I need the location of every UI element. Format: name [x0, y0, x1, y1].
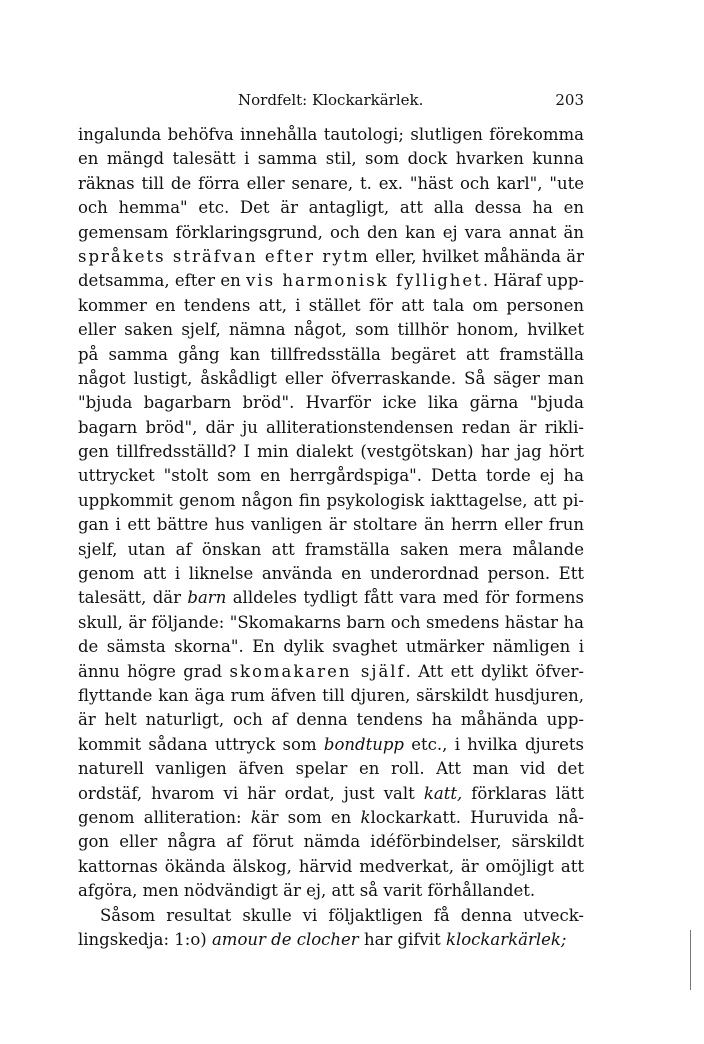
text-segment: talesätt, där [78, 588, 188, 608]
margin-rule [690, 930, 691, 990]
text-line [78, 123, 584, 147]
text-line [78, 879, 584, 903]
italic-text: bondtupp [323, 734, 404, 754]
text-segment: förklaras lätt [462, 783, 584, 803]
text-line [78, 464, 584, 488]
text-segment: naturell vanligen äfven spelar en roll. Att man vid det [78, 759, 584, 779]
text-line [78, 391, 584, 415]
text-segment: detsamma, efter en [78, 271, 247, 291]
text-line [78, 513, 584, 537]
text-line [78, 245, 584, 269]
text-line [78, 318, 584, 342]
text-segment: gemensam förklaringsgrund, och den kan ej vara annat än [78, 222, 584, 242]
text-segment: bagarn bröd", där ju alliterationstendensen redan är rikli- [78, 417, 584, 437]
text-segment: lingskedja: 1:o) [78, 929, 212, 949]
text-line [78, 684, 584, 708]
text-segment: flyttande kan äga rum äfven till djuren, särskildt husdjuren, [78, 685, 584, 705]
text-segment: räknas till de förra eller senare, t. ex. "häst och karl", "ute [78, 173, 584, 193]
text-line [78, 733, 584, 757]
text-line [78, 611, 584, 635]
text-line [78, 269, 584, 293]
text-segment: de sämsta skorna". En dylik svaghet utmärker nämligen i [78, 637, 584, 657]
text-segment: Såsom resultat skulle vi följaktligen få denna utveck- [100, 905, 584, 925]
text-segment: ingalunda behöfva innehålla tautologi; slutligen förekomma [78, 125, 584, 144]
italic-text: klockarkärlek; [445, 929, 567, 949]
spaced-text: skomakaren själf [229, 661, 406, 681]
text-segment: kommer en tendens att, i stället för att tala om personen [78, 295, 584, 315]
text-segment: är som en [260, 807, 361, 827]
text-segment: lockar [370, 807, 423, 827]
italic-text: k [422, 807, 433, 827]
running-head [78, 91, 584, 111]
running-title: Nordfelt: Klockarkärlek. [238, 91, 424, 109]
text-segment: afgöra, men nödvändigt är ej, att så varit förhållandet. [78, 881, 536, 901]
text-line [78, 538, 584, 562]
text-line [78, 928, 584, 952]
text-line [78, 757, 584, 781]
text-segment: genom att i liknelse använda en underordnad person. Ett [78, 564, 584, 584]
text-line [78, 172, 584, 196]
text-segment: sjelf, utan af önskan att framställa saken mera målande [78, 539, 584, 559]
text-line [78, 806, 584, 830]
text-segment: en mängd talesätt i samma stil, som dock hvarken kunna [78, 149, 584, 169]
text-line [78, 855, 584, 879]
text-segment: är helt naturligt, och af denna tendens ha måhända upp- [78, 710, 584, 730]
text-segment: eller, hvilket måhända är [369, 246, 584, 266]
text-line [78, 294, 584, 318]
body-text [78, 123, 584, 952]
text-segment: genom alliteration: [78, 807, 251, 827]
text-segment: . Att ett dylikt öfver- [405, 661, 584, 681]
text-line [78, 221, 584, 245]
text-segment: uttrycket "stolt som en herrgårdspiga". Detta torde ej ha [78, 466, 584, 486]
text-segment: har gifvit [358, 929, 446, 949]
text-line [78, 489, 584, 513]
text-segment: . Häraf upp- [482, 271, 584, 291]
text-line [78, 635, 584, 659]
text-segment: på samma gång kan tillfredsställa begäret att framställa [78, 344, 584, 364]
text-line [78, 147, 584, 171]
text-line [78, 343, 584, 367]
text-segment: uppkommit genom någon fin psykologisk iakttagelse, att pi- [78, 490, 584, 510]
text-segment: och hemma" etc. Det är antagligt, att alla dessa ha en [78, 198, 584, 218]
text-line [78, 830, 584, 854]
italic-text: amour de clocher [211, 929, 359, 949]
text-segment: kommit sådana uttryck som [78, 734, 324, 754]
spaced-text: språkets sträfvan efter rytm [78, 246, 370, 266]
text-line [78, 660, 584, 684]
text-line [78, 196, 584, 220]
text-segment: "bjuda bagarbarn bröd". Hvarför icke lika gärna "bjuda [78, 393, 584, 413]
text-segment: kattornas ökända älskog, härvid medverkat, är omöjligt att [78, 856, 584, 876]
text-segment: gan i ett bättre hus vanligen är stoltare än herrn eller frun [78, 515, 584, 535]
text-segment: ordstäf, hvarom vi här ordat, just valt [78, 783, 424, 803]
text-segment: något lustigt, åskådligt eller öfverraskande. Så säger man [78, 368, 584, 388]
text-line [78, 708, 584, 732]
text-line [78, 586, 584, 610]
spaced-text: vis harmonisk fyllighet [246, 271, 483, 291]
text-segment: gon eller några af förut nämda idéförbindelser, särskildt [78, 832, 584, 852]
text-line [78, 562, 584, 586]
text-segment: ännu högre grad [78, 661, 230, 681]
text-segment: att. Huruvida nå- [432, 807, 584, 827]
text-segment: etc., i hvilka djurets [403, 734, 584, 754]
text-line [78, 782, 584, 806]
text-line [78, 416, 584, 440]
text-segment: alldeles tydligt fått vara med för formens [226, 588, 584, 608]
text-line [78, 367, 584, 391]
text-segment: eller saken sjelf, nämna något, som tillhör honom, hvilket [78, 320, 584, 340]
page-number: 203 [555, 91, 584, 109]
italic-text: k [250, 807, 261, 827]
italic-text: k [360, 807, 371, 827]
text-segment: gen tillfredsställd? I min dialekt (vestgötskan) har jag hört [78, 442, 584, 462]
text-line [78, 904, 584, 928]
italic-text: katt, [423, 783, 463, 803]
text-segment: skull, är följande: "Skomakarns barn och smedens hästar ha [78, 612, 584, 632]
text-line [78, 440, 584, 464]
italic-text: barn [187, 588, 227, 608]
